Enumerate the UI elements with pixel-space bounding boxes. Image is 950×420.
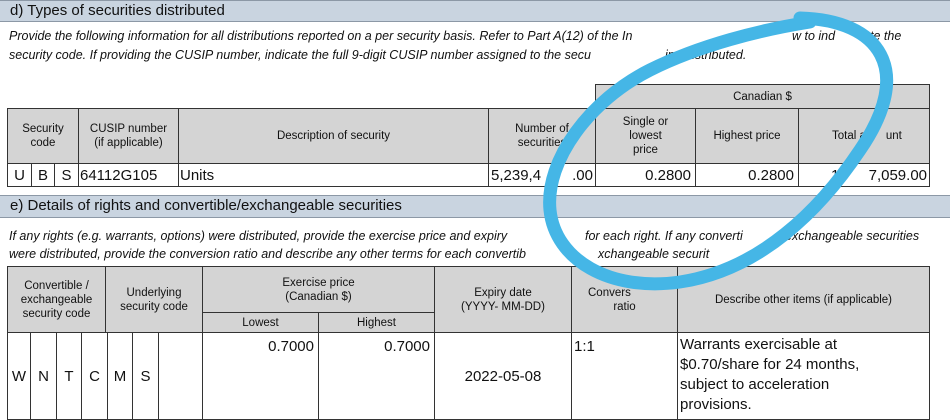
col-total-label-end: unt: [885, 130, 902, 142]
col-conversion-ratio: [571, 266, 677, 332]
section-e-instructions-line1-end: exchangeable securities: [785, 229, 920, 243]
col-highest-price: Highest price: [695, 108, 798, 163]
col-total-label: Total a: [832, 130, 866, 142]
col-describe-other: Describe other items (if applicable): [677, 266, 930, 332]
conv-code-char[interactable]: T: [56, 332, 81, 420]
rights-table: [7, 266, 930, 420]
section-e-instructions-line1-mid: for each right. If any converti: [585, 229, 743, 243]
total-value-end: 7,059.00: [868, 167, 927, 184]
section-e-instructions-line2-end: xchangeable securit: [598, 247, 710, 261]
section-d-title: d) Types of securities distributed: [10, 2, 225, 19]
section-e-title: e) Details of rights and convertible/exchangeable securities: [10, 197, 402, 214]
conv-code-char[interactable]: M: [107, 332, 132, 420]
table-blank-corner: [7, 84, 595, 108]
section-e-instructions-line2: were distributed, provide the conversion ratio and describe any other terms for each convertib: [9, 247, 526, 261]
expiry-date-field[interactable]: 2022-05-08: [434, 332, 571, 420]
number-value-end: .00: [572, 167, 593, 184]
single-lowest-price-field[interactable]: 0.2800: [595, 163, 695, 187]
conversion-ratio-field[interactable]: 1:1: [571, 332, 677, 420]
security-code-char[interactable]: S: [54, 163, 78, 187]
section-e-header: [0, 195, 950, 218]
canadian-dollar-header: [595, 84, 930, 108]
col-convertible-code: Convertible / exchangeable security code: [7, 266, 105, 332]
exercise-lowest-field[interactable]: 0.7000: [202, 332, 318, 420]
number-value: 5,239,4: [491, 167, 542, 184]
securities-table: [7, 84, 930, 188]
col-exercise-price: Exercise price (Canadian $): [202, 266, 434, 312]
security-code-char[interactable]: B: [31, 163, 54, 187]
number-of-securities-field[interactable]: [488, 163, 595, 187]
total-amount-field[interactable]: [798, 163, 930, 187]
conv-code-char[interactable]: W: [7, 332, 30, 420]
section-d-instructions-line1-end: w to ind: [792, 29, 836, 43]
conv-code-char[interactable]: C: [81, 332, 107, 420]
col-conversion-label: Convers: [588, 286, 631, 299]
section-d-instructions-line1: Provide the following information for all distributions reported on a per security basis. Refer to Part A(12) of the In: [9, 29, 633, 43]
col-total-amount: [798, 108, 930, 163]
col-description: Description of security: [178, 108, 488, 163]
col-expiry-date: Expiry date (YYYY- MM-DD): [434, 266, 571, 332]
highest-price-field[interactable]: 0.2800: [695, 163, 798, 187]
col-security-code: Security code: [7, 108, 78, 163]
col-conversion-label-end: ratio: [613, 300, 636, 313]
col-underlying-code: Underlying security code: [105, 266, 202, 332]
conv-code-char[interactable]: S: [132, 332, 158, 420]
col-exercise-highest: Highest: [318, 312, 434, 332]
conv-code-char[interactable]: N: [30, 332, 56, 420]
cusip-field[interactable]: 64112G105: [78, 163, 178, 187]
col-exercise-lowest: Lowest: [202, 312, 318, 332]
col-number-of-securities: Number of securities: [488, 108, 595, 163]
describe-other-field[interactable]: Warrants exercisable at $0.70/share for 24 months, subject to acceleration provisions.: [677, 332, 930, 420]
description-field[interactable]: Units: [178, 163, 488, 187]
section-e-instructions-line1: If any rights (e.g. warrants, options) were distributed, provide the exercise price and expiry: [9, 229, 508, 243]
col-cusip: CUSIP number (if applicable): [78, 108, 178, 163]
section-d-instructions-line2-end: ing distributed.: [665, 48, 747, 62]
total-value: 1: [831, 167, 840, 184]
section-d-instructions-line1-tail: te the: [870, 29, 902, 43]
section-d-header: [0, 0, 950, 22]
security-code-char[interactable]: U: [7, 163, 31, 187]
canadian-dollar-label: Canadian $: [733, 90, 792, 103]
underlying-code-field[interactable]: [158, 332, 202, 420]
exercise-highest-field[interactable]: 0.7000: [318, 332, 434, 420]
col-single-lowest-price: Single or lowest price: [595, 108, 695, 163]
section-d-instructions-line2: security code. If providing the CUSIP number, indicate the full 9-digit CUSIP number assigned to the secu: [9, 48, 592, 62]
